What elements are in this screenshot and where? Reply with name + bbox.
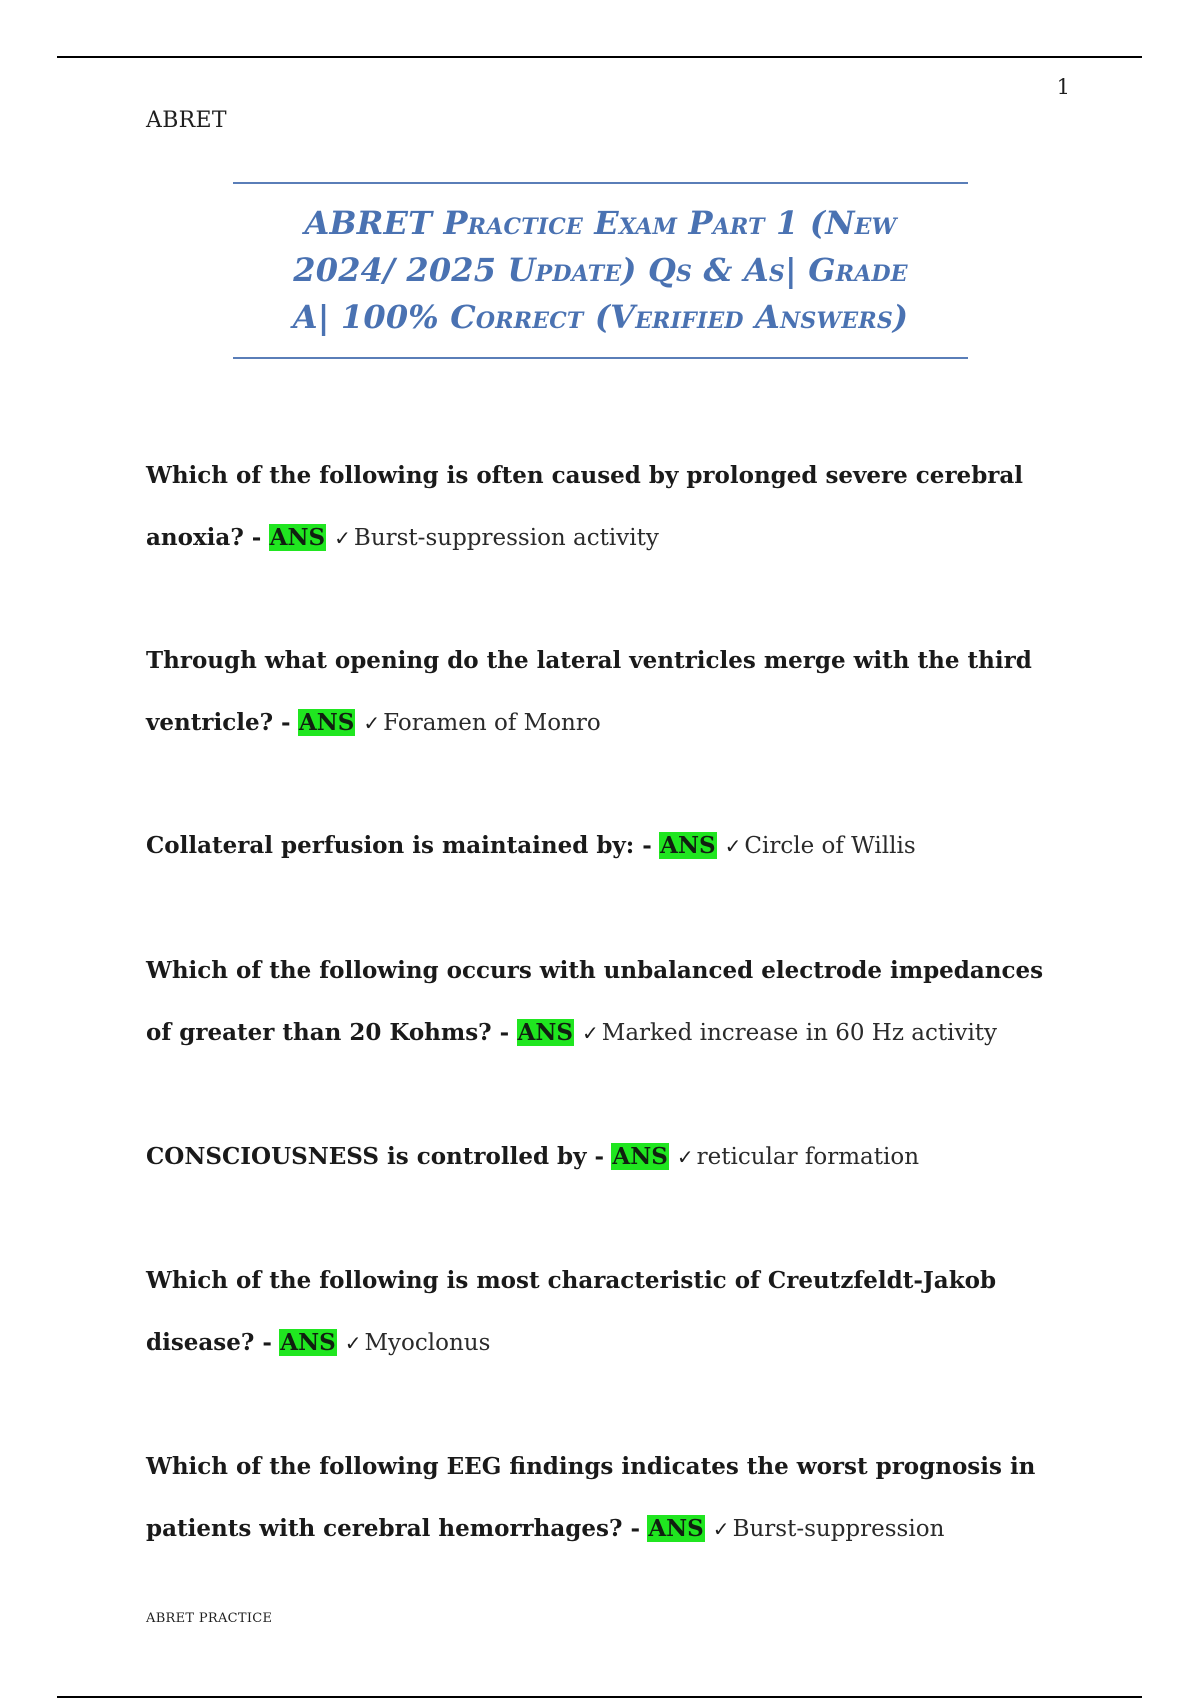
page-number: 1 <box>1056 75 1070 99</box>
question-text: Through what opening do the lateral ventricles merge with the third ventricle? - <box>146 647 1032 736</box>
answer-marker: ANS <box>269 524 326 551</box>
qa-item-7 <box>146 1436 1066 1560</box>
answer-marker: ANS <box>612 1143 668 1170</box>
qa-item-6 <box>146 1250 1066 1374</box>
page-top-rule <box>57 56 1142 58</box>
question-text: Which of the following occurs with unbalanced electrode impedances of greater than 20 Kohms? - <box>146 957 1044 1046</box>
answer-text: Burst-suppression <box>732 1516 945 1542</box>
qa-item-3 <box>146 815 1066 877</box>
check-icon: ✓ <box>363 711 381 735</box>
answer-text: reticular formation <box>696 1144 920 1170</box>
document-title: ABRET Practice Exam Part 1 (New 2024/ 2025 Update) Qs & As| Grade A| 100% Correct (Verified Answers) <box>292 204 909 336</box>
check-icon: ✓ <box>582 1021 599 1045</box>
check-icon: ✓ <box>724 834 742 858</box>
question-text: Which of the following EEG findings indicates the worst prognosis in patients with cerebral hemorrhages? - <box>146 1453 1036 1542</box>
title-block <box>233 182 968 359</box>
qa-item-2 <box>146 630 1066 754</box>
check-icon: ✓ <box>344 1331 362 1355</box>
question-text: Which of the following is often caused by prolonged severe cerebral anoxia? - <box>146 462 1024 551</box>
question-text: Collateral perfusion is maintained by: - <box>146 832 652 859</box>
check-icon: ✓ <box>334 526 351 550</box>
qa-item-5 <box>146 1126 1066 1188</box>
answer-marker: ANS <box>648 1515 704 1542</box>
running-header: ABRET <box>146 108 227 133</box>
answer-marker: ANS <box>660 832 716 859</box>
answer-marker: ANS <box>298 709 355 736</box>
answer-text: Myoclonus <box>364 1330 491 1356</box>
question-text: Which of the following is most characteristic of Creutzfeldt-Jakob disease? - <box>146 1267 997 1356</box>
page-bottom-rule <box>57 1696 1142 1698</box>
answer-marker: ANS <box>517 1019 574 1046</box>
answer-text: Marked increase in 60 Hz activity <box>601 1020 998 1046</box>
qa-item-4 <box>146 940 1066 1064</box>
answer-text: Circle of Willis <box>744 833 916 859</box>
answer-marker: ANS <box>280 1329 336 1356</box>
question-text: CONSCIOUSNESS is controlled by - <box>146 1143 605 1170</box>
running-footer: ABRET PRACTICE <box>146 1611 273 1626</box>
qa-item-1 <box>146 445 1066 569</box>
check-icon: ✓ <box>712 1517 730 1541</box>
check-icon: ✓ <box>676 1145 694 1169</box>
answer-text: Burst-suppression activity <box>353 525 659 551</box>
answer-text: Foramen of Monro <box>383 710 601 736</box>
